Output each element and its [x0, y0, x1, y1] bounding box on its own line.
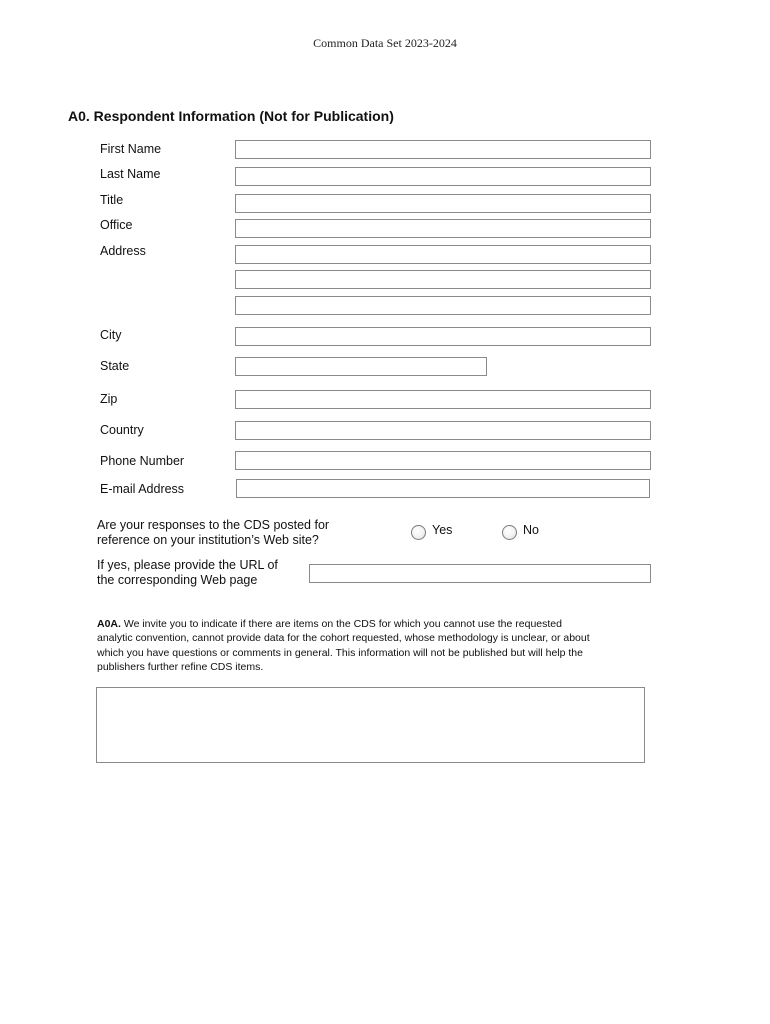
state-label: State [100, 359, 130, 373]
no-radio-label: No [523, 523, 539, 537]
posted-question-line1: Are your responses to the CDS posted for [97, 518, 330, 532]
a0a-line3: which you have questions or comments in general. This information will not be published but will help the [97, 646, 583, 659]
url-input[interactable] [309, 564, 651, 583]
comments-textarea[interactable] [96, 687, 645, 763]
section-title: A0. Respondent Information (Not for Publication) [68, 108, 394, 124]
title-input[interactable] [235, 194, 651, 213]
city-label: City [100, 328, 122, 342]
a0a-line1 [97, 617, 637, 631]
a0a-line2: analytic convention, cannot provide data for the cohort requested, whose methodology is unclear, or about [97, 632, 590, 645]
url-question [97, 558, 278, 588]
phone-label: Phone Number [100, 454, 185, 468]
phone-input[interactable] [235, 451, 651, 470]
country-input[interactable] [235, 421, 651, 440]
posted-question [97, 518, 329, 548]
url-question-line2: the corresponding Web page [97, 573, 258, 587]
email-label: E-mail Address [100, 482, 185, 496]
office-input[interactable] [235, 219, 651, 238]
yes-radio[interactable] [411, 525, 426, 540]
a0a-instructions [97, 617, 637, 674]
office-label: Office [100, 218, 133, 232]
yes-radio-label: Yes [432, 523, 453, 537]
address-line2-input[interactable] [235, 270, 651, 289]
a0a-line1-text: We invite you to indicate if there are items on the CDS for which you cannot use the requested [120, 618, 562, 630]
email-input[interactable] [236, 479, 650, 498]
zip-input[interactable] [235, 390, 651, 409]
address-line3-input[interactable] [235, 296, 651, 315]
first-name-label: First Name [100, 142, 162, 156]
city-input[interactable] [235, 327, 651, 346]
posted-question-line2: reference on your institution’s Web site? [97, 533, 319, 547]
a0a-line4: publishers further refine CDS items. [97, 660, 264, 673]
url-question-line1: If yes, please provide the URL of [97, 558, 278, 572]
last-name-label: Last Name [100, 167, 161, 181]
title-label: Title [100, 193, 124, 207]
address-line1-input[interactable] [235, 245, 651, 264]
no-radio[interactable] [502, 525, 517, 540]
country-label: Country [100, 423, 144, 437]
address-label: Address [100, 244, 146, 258]
first-name-input[interactable] [235, 140, 651, 159]
last-name-input[interactable] [235, 167, 651, 186]
a0a-lead: A0A. [97, 618, 121, 630]
state-input[interactable] [235, 357, 487, 376]
zip-label: Zip [100, 392, 118, 406]
page-header: Common Data Set 2023-2024 [313, 36, 457, 50]
